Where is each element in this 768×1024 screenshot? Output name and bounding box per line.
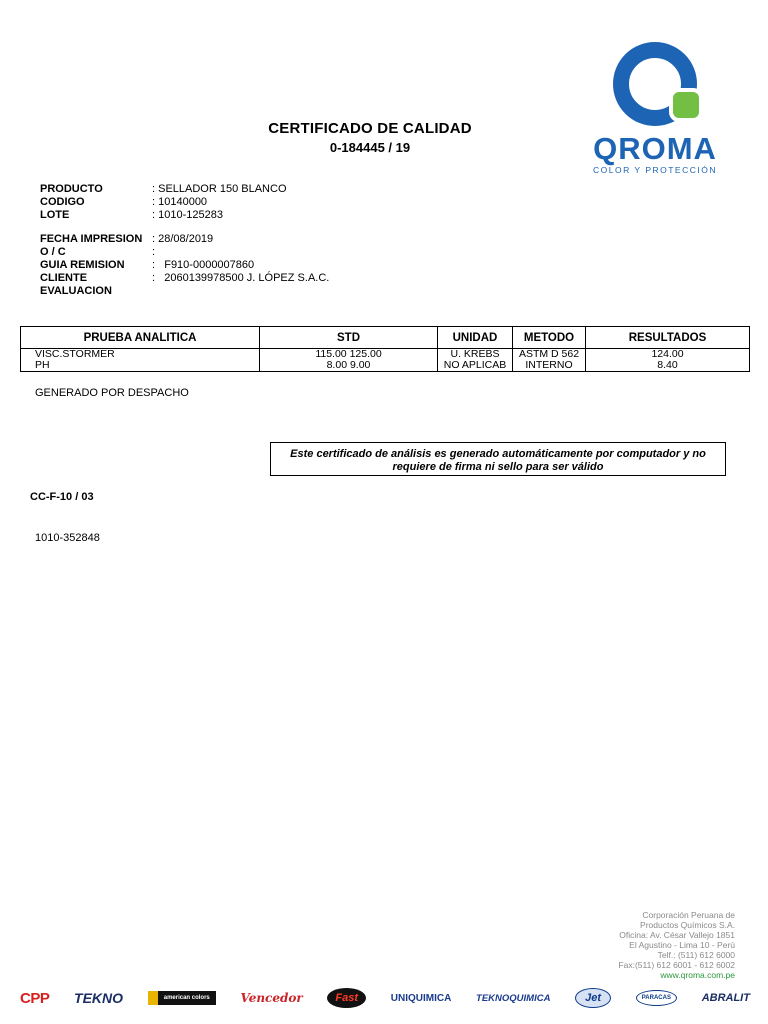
corporate-line: Oficina: Av. César Vallejo 1851	[619, 930, 735, 940]
field-codigo	[40, 196, 287, 209]
corporate-line: Productos Químicos S.A.	[640, 920, 735, 930]
cell-resultado: 8.40	[586, 360, 750, 372]
field-label: LOTE	[40, 209, 70, 221]
column-header-resultados: RESULTADOS	[586, 327, 750, 349]
logo-tagline: COLOR Y PROTECCIÓN	[593, 165, 717, 175]
cell-resultado: 124.00	[586, 349, 750, 361]
corporate-line: El Agustino - Lima 10 - Perú	[629, 940, 735, 950]
field-fecha-impresion	[40, 233, 329, 246]
brand-logo-american-colors: american colors	[148, 991, 216, 1005]
field-producto	[40, 183, 287, 196]
brand-logo-paracas: PARACAS	[636, 990, 677, 1006]
form-code: CC-F-10 / 03	[30, 491, 94, 503]
field-evaluacion	[40, 285, 329, 298]
field-label: O / C	[40, 246, 66, 258]
field-value: : F910-0000007860	[152, 259, 255, 271]
brand-logo-abralit: ABRALIT	[701, 992, 750, 1004]
qroma-logo	[575, 42, 735, 182]
column-header-metodo: METODO	[513, 327, 586, 349]
corporate-line: Fax:(511) 612 6001 - 612 6002	[618, 960, 735, 970]
field-cliente	[40, 272, 329, 285]
brand-logo-vencedor: Vencedor	[240, 991, 303, 1005]
cell-unidad: U. KREBS	[438, 349, 513, 361]
cell-prueba: VISC.STORMER	[21, 349, 260, 361]
secondary-code: 1010-352848	[35, 532, 100, 544]
table-header-row	[21, 327, 750, 349]
certificate-number: 0-184445 / 19	[329, 140, 411, 155]
brand-logo-tekno: TEKNO	[74, 990, 124, 1006]
field-value: : 10140000	[152, 196, 208, 208]
cell-metodo: INTERNO	[513, 360, 586, 372]
qroma-logo-mark	[575, 42, 735, 182]
column-header-std: STD	[260, 327, 438, 349]
shipment-fields	[40, 233, 329, 298]
logo-brand-text: QROMA	[593, 131, 717, 166]
field-label: GUIA REMISION	[40, 259, 125, 271]
field-lote	[40, 209, 287, 222]
column-header-prueba: PRUEBA ANALITICA	[21, 327, 260, 349]
brand-logos-strip	[20, 984, 750, 1012]
field-value: : 1010-125283	[152, 209, 223, 221]
field-value: : SELLADOR 150 BLANCO	[152, 183, 287, 195]
field-value: : 2060139978500 J. LÓPEZ S.A.C.	[152, 272, 330, 284]
column-header-unidad: UNIDAD	[438, 327, 513, 349]
corporate-website: www.qroma.com.pe	[660, 970, 735, 980]
validity-notice: Este certificado de análisis es generado automáticamente por computador y no requiere de firma ni sello para ser válido	[270, 442, 726, 476]
cell-prueba: PH	[21, 360, 260, 372]
results-table	[20, 326, 750, 372]
table-row	[21, 349, 750, 361]
brand-logo-teknoquimica: TEKNOQUIMICA	[476, 992, 551, 1004]
table-row	[21, 360, 750, 372]
generated-by-text: GENERADO POR DESPACHO	[35, 387, 189, 399]
brand-logo-jet: Jet	[575, 988, 611, 1008]
cell-metodo: ASTM D 562	[513, 349, 586, 361]
field-value: :	[152, 246, 156, 258]
field-label: CLIENTE	[40, 272, 88, 284]
brand-logo-fast: Fast	[327, 988, 366, 1008]
brand-logo-cpp: CPP	[20, 989, 50, 1007]
field-oc	[40, 246, 329, 259]
field-label: PRODUCTO	[40, 183, 103, 195]
certificate-title: CERTIFICADO DE CALIDAD	[268, 120, 472, 137]
corporate-line: Telf.: (511) 612 6000	[657, 950, 735, 960]
field-label: FECHA IMPRESION	[40, 233, 143, 245]
product-fields	[40, 183, 287, 222]
corporate-line: Corporación Peruana de	[642, 910, 735, 920]
field-value: : 28/08/2019	[152, 233, 214, 245]
field-label: EVALUACION	[40, 285, 112, 297]
cell-std: 115.00 125.00	[260, 349, 438, 361]
field-label: CODIGO	[40, 196, 85, 208]
brand-logo-uniquimica: UNIQUIMICA	[390, 992, 452, 1004]
cell-unidad: NO APLICAB	[438, 360, 513, 372]
cell-std: 8.00 9.00	[260, 360, 438, 372]
field-guia-remision	[40, 259, 329, 272]
corporate-info	[618, 910, 735, 980]
